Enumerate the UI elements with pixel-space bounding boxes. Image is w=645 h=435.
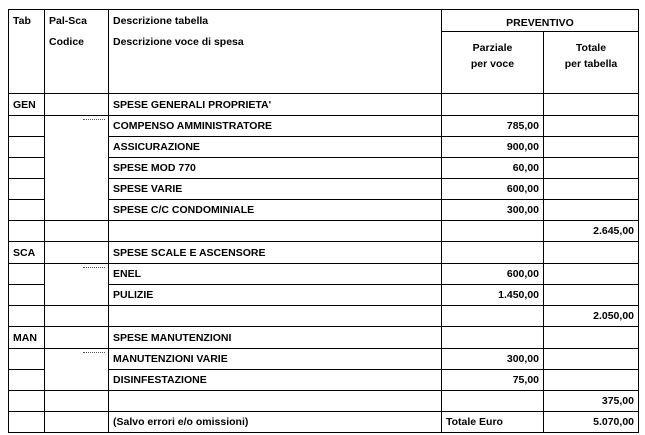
header-codice	[45, 10, 109, 94]
section-total: 2.645,00	[544, 221, 639, 242]
header-tab: Tab	[9, 10, 45, 94]
header-row	[9, 10, 639, 32]
table-row	[9, 116, 639, 137]
item-description: SPESE MOD 770	[109, 158, 442, 179]
budget-table	[8, 9, 639, 433]
redaction-mark	[83, 352, 105, 357]
item-description: PULIZIE	[109, 285, 442, 306]
grand-total: 5.070,00	[544, 412, 639, 433]
section-row-gen	[9, 94, 639, 116]
header-desc-voce: Descrizione voce di spesa	[113, 36, 244, 48]
table-row	[9, 264, 639, 285]
redaction-mark	[83, 267, 105, 272]
item-description: ASSICURAZIONE	[109, 137, 442, 158]
header-totale: Totale	[544, 32, 639, 54]
item-value: 60,00	[442, 158, 544, 179]
item-value: 785,00	[442, 116, 544, 137]
redaction-mark	[83, 119, 105, 124]
code-cell-redacted	[45, 349, 109, 391]
item-description: DISINFESTAZIONE	[109, 370, 442, 391]
header-description	[109, 10, 442, 94]
item-value: 75,00	[442, 370, 544, 391]
item-value: 300,00	[442, 349, 544, 370]
header-preventivo: PREVENTIVO	[442, 10, 639, 32]
footer-label: Totale Euro	[442, 412, 544, 433]
section-tab: MAN	[9, 327, 45, 349]
item-description: COMPENSO AMMINISTRATORE	[109, 116, 442, 137]
item-description: SPESE C/C CONDOMINIALE	[109, 200, 442, 221]
section-title: SPESE SCALE E ASCENSORE	[109, 242, 442, 264]
header-per-voce: per voce	[442, 54, 544, 94]
item-description: ENEL	[109, 264, 442, 285]
section-row-man	[9, 327, 639, 349]
item-value: 1.450,00	[442, 285, 544, 306]
section-total: 2.050,00	[544, 306, 639, 327]
section-tab: SCA	[9, 242, 45, 264]
header-palsca: Pal-Sca	[49, 15, 87, 27]
header-desc-tabella: Descrizione tabella	[113, 15, 209, 27]
table-row	[9, 349, 639, 370]
header-codice-label: Codice	[49, 36, 85, 48]
footer-row	[9, 412, 639, 433]
code-cell-redacted	[45, 116, 109, 221]
section-total-row	[9, 391, 639, 412]
header-parziale: Parziale	[442, 32, 544, 54]
section-total-row	[9, 306, 639, 327]
item-description: MANUTENZIONI VARIE	[109, 349, 442, 370]
item-value: 600,00	[442, 264, 544, 285]
section-row-sca	[9, 242, 639, 264]
item-description: SPESE VARIE	[109, 179, 442, 200]
code-cell-redacted	[45, 264, 109, 306]
section-tab: GEN	[9, 94, 45, 116]
budget-document	[8, 9, 638, 435]
footer-note: (Salvo errori e/o omissioni)	[109, 412, 442, 433]
section-total-row	[9, 221, 639, 242]
item-value: 900,00	[442, 137, 544, 158]
item-value: 300,00	[442, 200, 544, 221]
section-title: SPESE MANUTENZIONI	[109, 327, 442, 349]
header-per-tabella: per tabella	[544, 54, 639, 94]
section-title: SPESE GENERALI PROPRIETA'	[109, 94, 442, 116]
section-total: 375,00	[544, 391, 639, 412]
item-value: 600,00	[442, 179, 544, 200]
